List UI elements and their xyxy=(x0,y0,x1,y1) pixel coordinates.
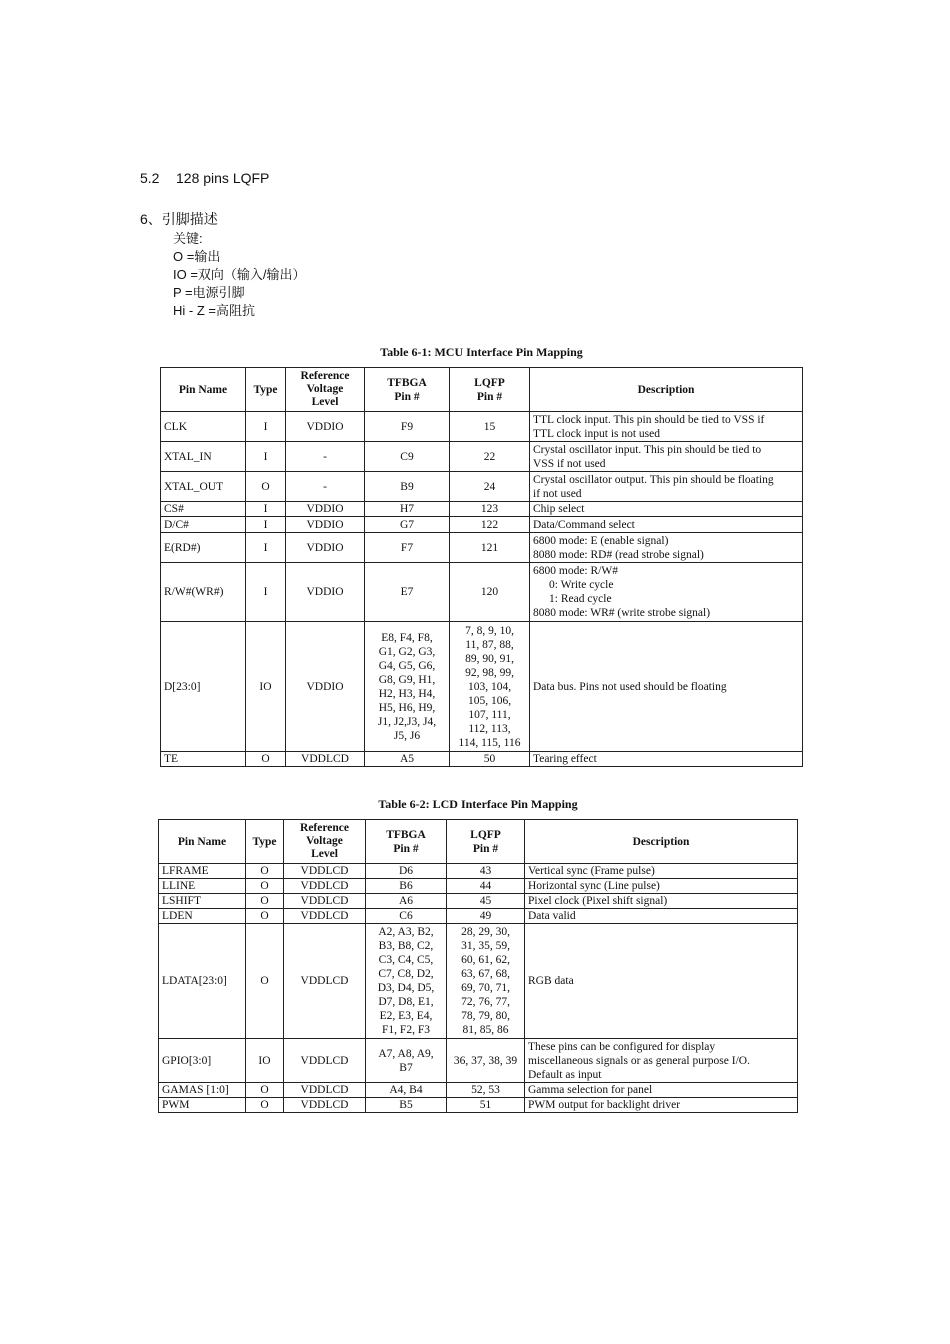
key-line: O =输出 xyxy=(173,249,221,264)
cell-ref: VDDLCD xyxy=(284,879,366,894)
cell-tfbga: A5 xyxy=(365,752,450,767)
cell-type: O xyxy=(246,879,284,894)
table-row xyxy=(159,1083,798,1098)
cell-pin: GAMAS [1:0] xyxy=(159,1083,246,1098)
cell-ref: VDDLCD xyxy=(284,864,366,879)
cell-pin: GPIO[3:0] xyxy=(159,1039,246,1083)
cell-lqfp: 28, 29, 30, 31, 35, 59, 60, 61, 62, 63, 67, 68, 69, 70, 71, 72, 76, 77, 78, 79, 80, 81, 85, 86 xyxy=(447,924,525,1039)
section-5-2-heading xyxy=(140,170,269,186)
table-row xyxy=(159,864,798,879)
cell-ref: VDDLCD xyxy=(286,752,365,767)
header-type: Type xyxy=(246,820,284,864)
table-row xyxy=(161,622,803,752)
cell-type: I xyxy=(246,412,286,442)
cell-tfbga: E8, F4, F8, G1, G2, G3, G4, G5, G6, G8, G9, H1, H2, H3, H4, H5, H6, H9, J1, J2,J3, J4, J5, J6 xyxy=(365,622,450,752)
cell-tfbga: B9 xyxy=(365,472,450,502)
cell-pin: LLINE xyxy=(159,879,246,894)
key-legend xyxy=(173,230,306,320)
cell-pin: LSHIFT xyxy=(159,894,246,909)
cell-description: TTL clock input. This pin should be tied to VSS if TTL clock input is not used xyxy=(530,412,803,442)
table-header-row xyxy=(161,368,803,412)
cell-tfbga: H7 xyxy=(365,502,450,517)
table-header-row xyxy=(159,820,798,864)
cell-lqfp: 36, 37, 38, 39 xyxy=(447,1039,525,1083)
cell-type: O xyxy=(246,472,286,502)
cell-ref: VDDLCD xyxy=(284,924,366,1039)
header-reference-voltage: Reference Voltage Level xyxy=(286,368,365,412)
header-lqfp: LQFP Pin # xyxy=(447,820,525,864)
cell-pin: LFRAME xyxy=(159,864,246,879)
cell-lqfp: 24 xyxy=(450,472,530,502)
cell-type: I xyxy=(246,502,286,517)
table-row xyxy=(161,517,803,533)
cell-type: I xyxy=(246,517,286,533)
cell-tfbga: B5 xyxy=(366,1098,447,1113)
cell-tfbga: B6 xyxy=(366,879,447,894)
table-row xyxy=(159,894,798,909)
cell-ref: VDDLCD xyxy=(284,1098,366,1113)
cell-lqfp: 123 xyxy=(450,502,530,517)
table-row xyxy=(161,472,803,502)
section-6-heading: 6、引脚描述 xyxy=(140,211,218,227)
cell-ref: VDDIO xyxy=(286,622,365,752)
cell-pin: LDATA[23:0] xyxy=(159,924,246,1039)
table2-caption: Table 6-2: LCD Interface Pin Mapping xyxy=(378,797,578,811)
cell-type: O xyxy=(246,909,284,924)
cell-type: O xyxy=(246,924,284,1039)
cell-lqfp: 44 xyxy=(447,879,525,894)
cell-ref: - xyxy=(286,442,365,472)
table1-caption: Table 6-1: MCU Interface Pin Mapping xyxy=(380,345,583,359)
cell-tfbga: C6 xyxy=(366,909,447,924)
cell-description: Data/Command select xyxy=(530,517,803,533)
header-type: Type xyxy=(246,368,286,412)
header-tfbga: TFBGA Pin # xyxy=(365,368,450,412)
cell-pin: XTAL_OUT xyxy=(161,472,246,502)
cell-tfbga: A6 xyxy=(366,894,447,909)
table-row xyxy=(159,1039,798,1083)
cell-description: Data valid xyxy=(525,909,798,924)
cell-description: Crystal oscillator output. This pin should be floating if not used xyxy=(530,472,803,502)
cell-type: IO xyxy=(246,1039,284,1083)
cell-lqfp: 121 xyxy=(450,533,530,563)
cell-pin: XTAL_IN xyxy=(161,442,246,472)
cell-lqfp: 7, 8, 9, 10, 11, 87, 88, 89, 90, 91, 92, 98, 99, 103, 104, 105, 106, 107, 111, 112, 113, 114, 115, 116 xyxy=(450,622,530,752)
lcd-pin-mapping-table xyxy=(158,819,798,1113)
cell-tfbga: F7 xyxy=(365,533,450,563)
table-row xyxy=(161,442,803,472)
cell-tfbga: A2, A3, B2, B3, B8, C2, C3, C4, C5, C7, C8, D2, D3, D4, D5, D7, D8, E1, E2, E3, E4, F1, F2, F3 xyxy=(366,924,447,1039)
cell-ref: VDDLCD xyxy=(284,909,366,924)
cell-ref: VDDIO xyxy=(286,502,365,517)
cell-tfbga: D6 xyxy=(366,864,447,879)
header-lqfp: LQFP Pin # xyxy=(450,368,530,412)
cell-description: Horizontal sync (Line pulse) xyxy=(525,879,798,894)
table-row xyxy=(161,752,803,767)
header-pin-name: Pin Name xyxy=(161,368,246,412)
section-title: 128 pins LQFP xyxy=(176,170,270,186)
cell-description: Data bus. Pins not used should be floating xyxy=(530,622,803,752)
key-line: Hi - Z =高阻抗 xyxy=(173,303,255,318)
cell-tfbga: A7, A8, A9, B7 xyxy=(366,1039,447,1083)
cell-tfbga: C9 xyxy=(365,442,450,472)
key-line: P =电源引脚 xyxy=(173,285,245,300)
cell-description: 6800 mode: R/W# 0: Write cycle 1: Read cycle 8080 mode: WR# (write strobe signal) xyxy=(530,563,803,622)
table-row xyxy=(159,909,798,924)
header-reference-voltage: Reference Voltage Level xyxy=(284,820,366,864)
cell-lqfp: 52, 53 xyxy=(447,1083,525,1098)
table-row xyxy=(159,1098,798,1113)
header-description: Description xyxy=(530,368,803,412)
cell-ref: VDDLCD xyxy=(284,894,366,909)
cell-description: Gamma selection for panel xyxy=(525,1083,798,1098)
cell-lqfp: 22 xyxy=(450,442,530,472)
cell-type: I xyxy=(246,442,286,472)
cell-tfbga: A4, B4 xyxy=(366,1083,447,1098)
cell-type: O xyxy=(246,1083,284,1098)
cell-ref: VDDIO xyxy=(286,533,365,563)
cell-lqfp: 43 xyxy=(447,864,525,879)
cell-ref: VDDLCD xyxy=(284,1039,366,1083)
cell-lqfp: 50 xyxy=(450,752,530,767)
table-row xyxy=(161,563,803,622)
mcu-pin-mapping-table xyxy=(160,367,803,767)
table-row xyxy=(161,412,803,442)
table-row xyxy=(161,502,803,517)
table-row xyxy=(159,879,798,894)
cell-type: IO xyxy=(246,622,286,752)
cell-lqfp: 45 xyxy=(447,894,525,909)
cell-pin: E(RD#) xyxy=(161,533,246,563)
cell-type: O xyxy=(246,1098,284,1113)
cell-description: Crystal oscillator input. This pin should be tied to VSS if not used xyxy=(530,442,803,472)
header-description: Description xyxy=(525,820,798,864)
cell-type: O xyxy=(246,864,284,879)
cell-tfbga: F9 xyxy=(365,412,450,442)
cell-ref: VDDIO xyxy=(286,517,365,533)
cell-lqfp: 15 xyxy=(450,412,530,442)
cell-pin: CS# xyxy=(161,502,246,517)
header-pin-name: Pin Name xyxy=(159,820,246,864)
cell-pin: D/C# xyxy=(161,517,246,533)
cell-description: Chip select xyxy=(530,502,803,517)
cell-description: Pixel clock (Pixel shift signal) xyxy=(525,894,798,909)
cell-lqfp: 120 xyxy=(450,563,530,622)
cell-type: I xyxy=(246,533,286,563)
cell-type: I xyxy=(246,563,286,622)
cell-pin: CLK xyxy=(161,412,246,442)
key-line: IO =双向（输入/输出） xyxy=(173,267,306,282)
cell-description: These pins can be configured for display miscellaneous signals or as general purpose I/O. Default as input xyxy=(525,1039,798,1083)
cell-pin: LDEN xyxy=(159,909,246,924)
table-row xyxy=(159,924,798,1039)
key-title: 关键: xyxy=(173,231,203,246)
cell-ref: VDDLCD xyxy=(284,1083,366,1098)
section-number: 5.2 xyxy=(140,170,160,186)
cell-description: PWM output for backlight driver xyxy=(525,1098,798,1113)
cell-description: Tearing effect xyxy=(530,752,803,767)
cell-ref: VDDIO xyxy=(286,563,365,622)
cell-type: O xyxy=(246,894,284,909)
table-row xyxy=(161,533,803,563)
header-tfbga: TFBGA Pin # xyxy=(366,820,447,864)
cell-pin: TE xyxy=(161,752,246,767)
cell-ref: VDDIO xyxy=(286,412,365,442)
cell-description: 6800 mode: E (enable signal) 8080 mode: RD# (read strobe signal) xyxy=(530,533,803,563)
cell-lqfp: 51 xyxy=(447,1098,525,1113)
cell-ref: - xyxy=(286,472,365,502)
cell-description: Vertical sync (Frame pulse) xyxy=(525,864,798,879)
cell-pin: D[23:0] xyxy=(161,622,246,752)
cell-pin: R/W#(WR#) xyxy=(161,563,246,622)
cell-tfbga: E7 xyxy=(365,563,450,622)
cell-lqfp: 122 xyxy=(450,517,530,533)
cell-pin: PWM xyxy=(159,1098,246,1113)
cell-lqfp: 49 xyxy=(447,909,525,924)
cell-description: RGB data xyxy=(525,924,798,1039)
cell-tfbga: G7 xyxy=(365,517,450,533)
cell-type: O xyxy=(246,752,286,767)
